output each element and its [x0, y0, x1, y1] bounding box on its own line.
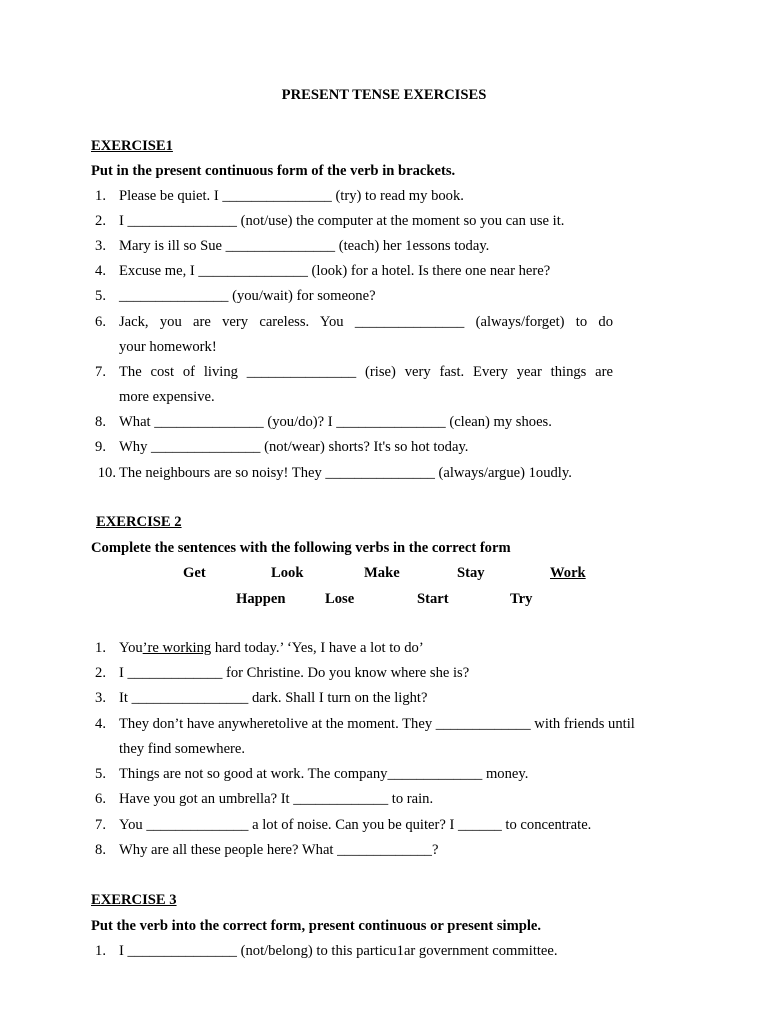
- ex1-item-number: 8.: [95, 414, 106, 430]
- ex1-item-text-continued: more expensive.: [119, 389, 215, 405]
- page-title: PRESENT TENSE EXERCISES: [281, 87, 487, 103]
- verb-word: Try: [510, 591, 533, 607]
- exercise3-instruction: Put the verb into the correct form, present continuous or present simple.: [91, 918, 542, 934]
- ex2-item-number: 1.: [95, 640, 106, 656]
- verb-word: Make: [364, 565, 400, 581]
- ex1-item-number: 4.: [95, 263, 106, 279]
- ex2-item-text: You ______________ a lot of noise. Can you be quiter? I ______ to concentrate.: [119, 817, 592, 833]
- verb-word: Happen: [236, 591, 286, 607]
- ex1-item-text: Please be quiet. I _______________ (try) to read my book.: [119, 188, 464, 204]
- ex2-item-text: They don’t have anywheretolive at the moment. They _____________ with friends until: [119, 716, 635, 732]
- exercise3-heading: EXERCISE 3: [91, 892, 177, 908]
- ex1-item-number: 2.: [95, 213, 106, 229]
- ex1-item-text: Excuse me, I _______________ (look) for a hotel. Is there one near here?: [119, 263, 551, 279]
- ex2-item-number: 7.: [95, 817, 106, 833]
- ex2-item-number: 5.: [95, 766, 106, 782]
- verb-word-example: Work: [550, 565, 586, 581]
- ex1-item-text: Why _______________ (not/wear) shorts? It's so hot today.: [119, 439, 469, 455]
- ex2-item-text: I _____________ for Christine. Do you know where she is?: [119, 665, 470, 681]
- verb-word: Get: [183, 565, 206, 581]
- verb-word: Start: [417, 591, 449, 607]
- exercise1-instruction: Put in the present continuous form of the verb in brackets.: [91, 163, 456, 179]
- ex1-item-number: 5.: [95, 288, 106, 304]
- exercise2-instruction: Complete the sentences with the following verbs in the correct form: [91, 540, 511, 556]
- ex1-item-number: 9.: [95, 439, 106, 455]
- exercise2-heading: EXERCISE 2: [96, 514, 182, 530]
- ex1-item-text: What _______________ (you/do)? I _______________ (clean) my shoes.: [119, 414, 552, 430]
- ex1-item-text: The cost of living _______________ (rise) very fast. Every year things are: [119, 364, 613, 380]
- ex1-item-text: _______________ (you/wait) for someone?: [119, 288, 376, 304]
- ex1-item-text: Jack, you are very careless. You _______________ (always/forget) to do: [119, 314, 613, 330]
- ex2-item-text: Have you got an umbrella? It _____________ to rain.: [119, 791, 434, 807]
- ex1-item-number: 6.: [95, 314, 106, 330]
- verb-word: Stay: [457, 565, 485, 581]
- ex2-example-pre: You: [119, 640, 143, 656]
- ex2-item-text: Things are not so good at work. The company_____________ money.: [119, 766, 529, 782]
- ex2-item-number: 6.: [95, 791, 106, 807]
- ex1-item-number: 3.: [95, 238, 106, 254]
- verb-word: Lose: [325, 591, 355, 607]
- ex3-item-number: 1.: [95, 943, 106, 959]
- ex2-item-number: 8.: [95, 842, 106, 858]
- verb-word: Look: [271, 565, 304, 581]
- ex1-item-number: 7.: [95, 364, 106, 380]
- ex1-item-text: I _______________ (not/use) the computer at the moment so you can use it.: [119, 213, 565, 229]
- ex2-item-text: Why are all these people here? What _____________?: [119, 842, 439, 858]
- ex1-item-text: Mary is ill so Sue _______________ (teach) her 1essons today.: [119, 238, 490, 254]
- ex3-item-text: I _______________ (not/belong) to this particu1ar government committee.: [119, 943, 558, 959]
- ex2-item-text: It ________________ dark. Shall I turn on the light?: [119, 690, 428, 706]
- ex1-item-text-continued: your homework!: [119, 339, 217, 355]
- ex1-item-number: 10.: [97, 465, 116, 481]
- ex2-example-answer: ’re working: [142, 640, 212, 656]
- ex1-item-number: 1.: [95, 188, 106, 204]
- ex2-item-number: 2.: [95, 665, 106, 681]
- ex2-item-text-continued: they find somewhere.: [119, 741, 246, 757]
- ex2-item-number: 3.: [95, 690, 106, 706]
- ex2-example-sentence: [119, 640, 424, 657]
- ex2-item-number: 4.: [95, 716, 106, 732]
- exercise1-heading: EXERCISE1: [91, 138, 173, 154]
- ex2-example-post: hard today.’ ‘Yes, I have a lot to do’: [211, 640, 424, 656]
- ex1-item-text: The neighbours are so noisy! They _______________ (always/argue) 1oudly.: [119, 465, 572, 481]
